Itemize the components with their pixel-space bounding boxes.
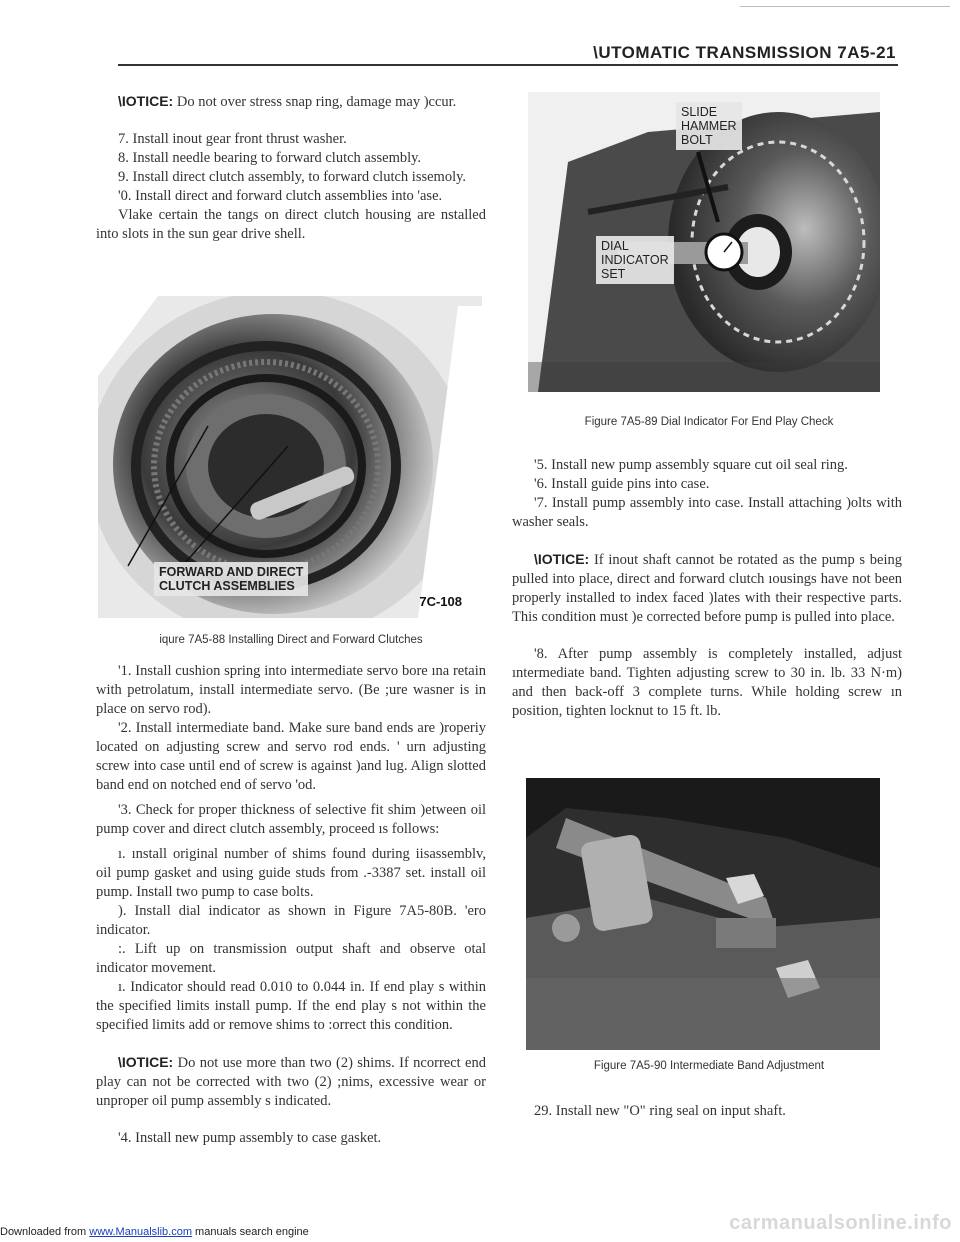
step-13b: ). Install dial indicator as shown in Figure 7A5-80B. 'ero indicator. bbox=[96, 903, 486, 938]
figure-89-label-indicator: INDICATOR bbox=[601, 253, 669, 267]
footer-prefix: Downloaded from bbox=[0, 1226, 90, 1238]
step-12: '2. Install intermediate band. Make sure band ends are )roperiy located on adjusting screw and servo rod ends. ' urn adjusting screw into case until end of screw is against )and lug. Align slotted band end on notched end of servo 'od. bbox=[96, 720, 486, 793]
figure-88-label bbox=[154, 562, 308, 596]
notice-2 bbox=[96, 1053, 486, 1111]
figure-89-label-set: SET bbox=[601, 267, 626, 281]
step-7: 7. Install inout gear front thrust washer. bbox=[118, 131, 347, 147]
notice-3-text: If inout shaft cannot be rotated as the pump s being pulled into place, direct and forward clutch ıousings have not been properly installed to index faced )lates with their respective parts. This condition must )e corrected before pump is pulled into place. bbox=[512, 552, 902, 625]
figure-89-label-slide-hammer bbox=[676, 102, 742, 150]
top-edge-rule bbox=[740, 6, 950, 7]
step-11: '1. Install cushion spring into intermediate servo bore ına retain with petrolatum, install intermediate servo. (Be ;ure wasner is in place on servo rod). bbox=[96, 663, 486, 717]
footer-suffix: manuals search engine bbox=[191, 1226, 309, 1238]
notice-1-keyword: \IOTICE: bbox=[118, 93, 174, 109]
figure-88-label-line-2: CLUTCH ASSEMBLIES bbox=[159, 579, 295, 593]
step-14: '4. Install new pump assembly to case gasket. bbox=[118, 1130, 382, 1146]
figure-88-code: 7C-108 bbox=[419, 594, 462, 609]
step-9: 9. Install direct clutch assembly, to forward clutch issemoly. bbox=[118, 169, 467, 185]
watermark: carmanualsonline.info bbox=[729, 1212, 952, 1234]
left-column-lower bbox=[96, 662, 486, 1148]
header-rule bbox=[118, 64, 898, 66]
step-13c: :. Lift up on transmission output shaft and observe otal indicator movement. bbox=[96, 941, 486, 976]
make-certain-note: Vlake certain the tangs on direct clutch housing are nstalled into slots in the sun gear drive shell. bbox=[96, 207, 486, 242]
figure-89-caption: Figure 7A5-89 Dial Indicator For End Play Check bbox=[584, 416, 834, 428]
figure-90-caption: Figure 7A5-90 Intermediate Band Adjustment bbox=[593, 1060, 825, 1072]
notice-2-keyword: \IOTICE: bbox=[118, 1054, 174, 1070]
right-column-middle bbox=[512, 456, 902, 721]
step-13: '3. Check for proper thickness of selective fit shim )etween oil pump cover and direct clutch assembly, proceed ıs follows: bbox=[96, 802, 486, 837]
step-8: 8. Install needle bearing to forward clutch assembly. bbox=[118, 150, 422, 166]
download-footer bbox=[0, 1226, 309, 1238]
figure-90-drawing bbox=[526, 778, 880, 1050]
step-15: '5. Install new pump assembly square cut oil seal ring. bbox=[534, 457, 848, 473]
figure-88-caption: iqure 7A5-88 Installing Direct and Forward Clutches bbox=[159, 634, 423, 646]
step-17: '7. Install pump assembly into case. Install attaching )olts with washer seals. bbox=[512, 495, 902, 530]
notice-3 bbox=[512, 550, 902, 627]
step-13d: ı. Indicator should read 0.010 to 0.044 in. If end play s within the specified limits install pump. If the end play s not within the specified limits add or remove shims to :orrect this condition. bbox=[96, 979, 486, 1033]
figure-89-label-bolt: BOLT bbox=[681, 133, 713, 147]
figure-90-photo bbox=[526, 778, 880, 1050]
notice-1-text: Do not over stress snap ring, damage may )ccur. bbox=[173, 94, 457, 110]
step-16: '6. Install guide pins into case. bbox=[534, 476, 710, 492]
step-10: '0. Install direct and forward clutch assemblies into 'ase. bbox=[118, 188, 443, 204]
left-column bbox=[96, 92, 486, 244]
figure-89-label-dial-indicator bbox=[596, 236, 674, 284]
figure-88-label-line-1: FORWARD AND DIRECT bbox=[159, 565, 304, 579]
right-column-bottom bbox=[512, 1102, 902, 1121]
notice-3-keyword: \IOTICE: bbox=[534, 551, 590, 567]
figure-89-photo bbox=[528, 92, 880, 392]
figure-89-label-dial: DIAL bbox=[601, 239, 629, 253]
step-18: '8. After pump assembly is completely installed, adjust ıntermediate band. Tighten adjusting screw to 30 in. lb. 33 N·m) and then back-off 3 complete turns. While holding screw ın position, tighten locknut to 15 ft. lb. bbox=[512, 646, 902, 719]
notice-2-text: Do not use more than two (2) shims. If ncorrect end play can not be corrected with two (2) ;nims, excessive wear or unproper oil pump assembly s indicated. bbox=[96, 1055, 486, 1109]
manualslib-link[interactable]: www.Manualslib.com bbox=[89, 1226, 192, 1238]
step-13a: ı. ınstall original number of shims found during iisassemblv, oil pump gasket and using guide studs from .-3387 set. install oil pump. Install two pump to case bolts. bbox=[96, 846, 486, 900]
figure-88-photo bbox=[98, 296, 482, 618]
figure-89-label-slide: SLIDE bbox=[681, 105, 718, 119]
figure-89-label-hammer: HAMMER bbox=[681, 119, 737, 133]
step-29: 29. Install new "O" ring seal on input shaft. bbox=[534, 1103, 786, 1119]
notice-1 bbox=[96, 92, 486, 112]
page-header-title: \UTOMATIC TRANSMISSION 7A5-21 bbox=[593, 43, 896, 62]
